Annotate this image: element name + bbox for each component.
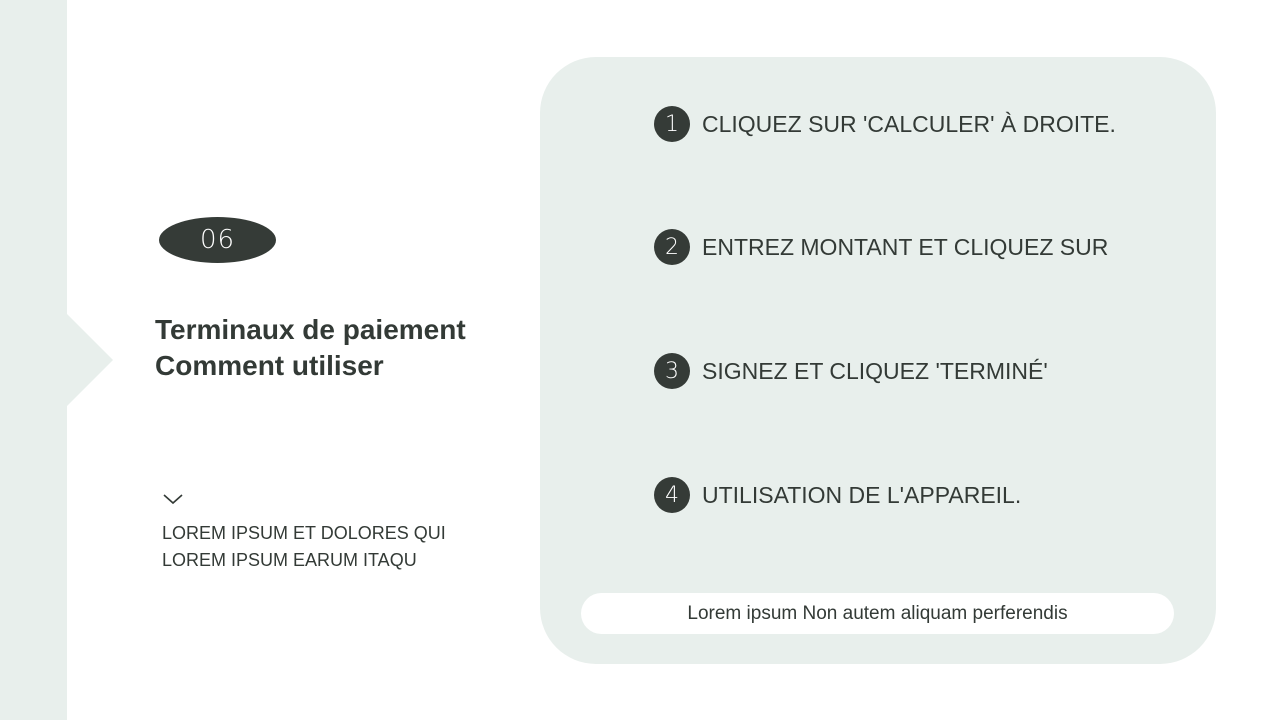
chevron-down-icon [163, 492, 183, 506]
lead-text [162, 520, 502, 574]
step-3-text: SIGNEZ ET CLIQUEZ 'TERMINÉ' [702, 357, 1048, 384]
step-3-number-badge: 3 [654, 353, 690, 389]
side-strip [0, 0, 67, 720]
lead-text-line-1: LOREM IPSUM ET DOLORES QUI [162, 523, 446, 543]
step-2-text: ENTREZ MONTANT ET CLIQUEZ SUR [702, 233, 1109, 260]
step-2-number-badge: 2 [654, 229, 690, 265]
step-4-number-badge: 4 [654, 477, 690, 513]
step-1-text: CLIQUEZ SUR 'CALCULER' À DROITE. [702, 110, 1116, 137]
side-arrow-pointer [67, 314, 113, 406]
step-1 [654, 106, 1116, 142]
step-1-number-badge: 1 [654, 106, 690, 142]
slide-number-badge: 06 [159, 217, 276, 263]
slide-title-line-2: Comment utiliser [155, 350, 384, 381]
step-4-text: UTILISATION DE L'APPAREIL. [702, 481, 1022, 508]
slide-title [155, 312, 515, 384]
step-3 [654, 353, 1048, 389]
footer-caption-text: Lorem ipsum Non autem aliquam perferendis [687, 602, 1068, 624]
step-4 [654, 477, 1021, 513]
footer-caption-pill [581, 593, 1174, 634]
slide-title-line-1: Terminaux de paiement [155, 314, 466, 345]
lead-text-line-2: LOREM IPSUM EARUM ITAQU [162, 550, 417, 570]
step-2 [654, 229, 1108, 265]
